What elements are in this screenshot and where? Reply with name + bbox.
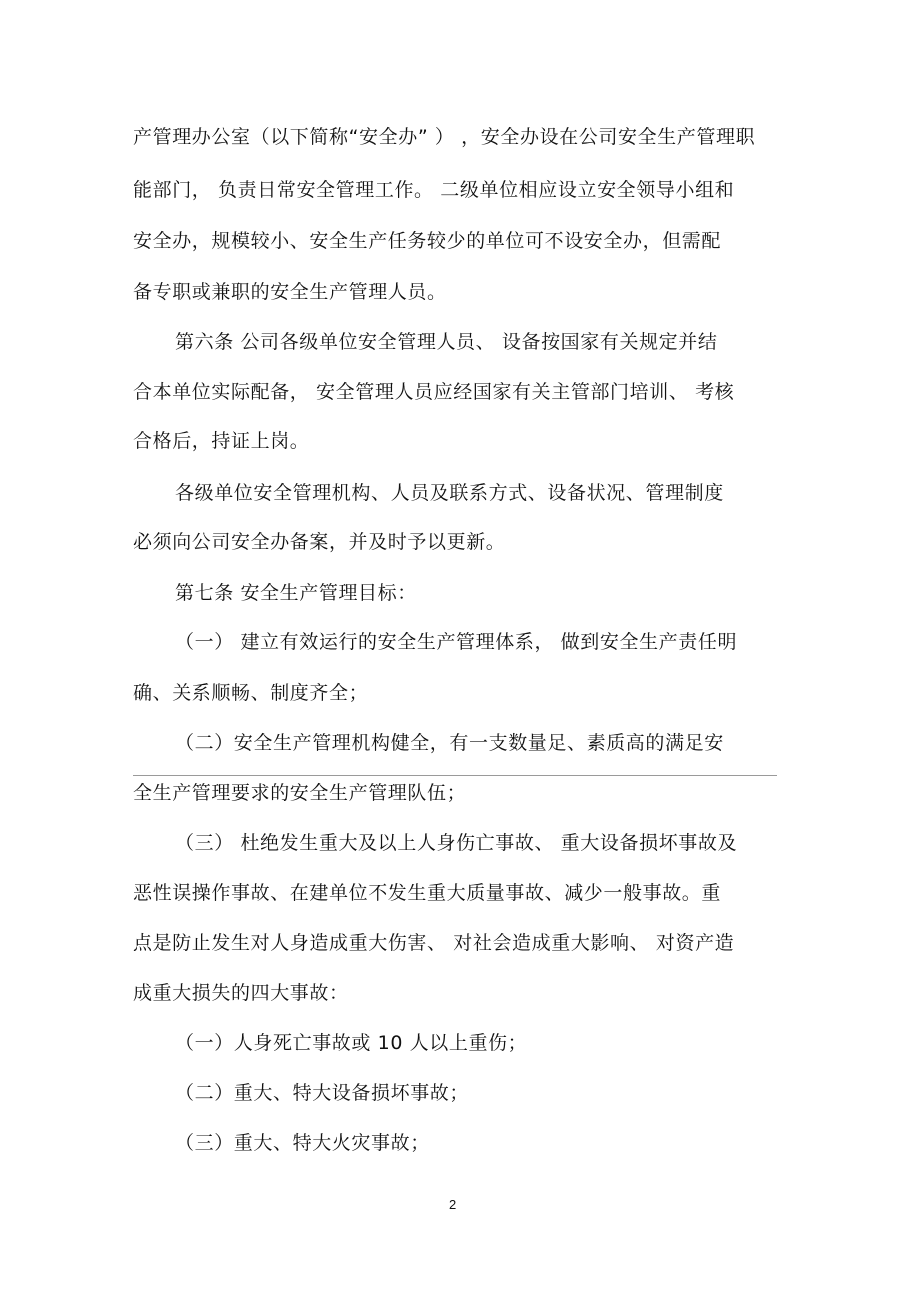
text-line: 各级单位安全管理机构、人员及联系方式、设备状况、管理制度 [175,482,724,504]
article-6-line: 第六条 公司各级单位安全管理人员、 设备按国家有关规定并结 [175,331,718,353]
article-7-line: 第七条 安全生产管理目标： [175,582,417,604]
divider-line [133,775,777,776]
goal-3-line: （三） 杜绝发生重大及以上人身伤亡事故、 重大设备损坏事故及 [175,832,738,854]
text-line: 点是防止发生对人身造成重大伤害、 对社会造成重大影响、 对资产造 [133,932,735,954]
text-line: 合格后，持证上岗。 [133,430,310,452]
goal-1-line: （一） 建立有效运行的安全生产管理体系， 做到安全生产责任明 [175,631,738,653]
text-line: 安全办，规模较小、安全生产任务较少的单位可不设安全办，但需配 [133,230,722,252]
text-line: 合本单位实际配备， 安全管理人员应经国家有关主管部门培训、 考核 [133,381,735,403]
text-line: 产管理办公室（以下简称“安全办” ） ，安全办设在公司安全生产管理职 [133,126,756,148]
text-line: 备专职或兼职的安全生产管理人员。 [133,281,447,303]
text-line: 能部门， 负责日常安全管理工作。 二级单位相应设立安全领导小组和 [133,179,735,201]
text-line: 恶性误操作事故、在建单位不发生重大质量事故、减少一般事故。重 [133,882,722,904]
accident-item-2: （二）重大、特大设备损坏事故； [175,1082,470,1104]
accident-item-3: （三）重大、特大火灾事故； [175,1132,430,1154]
page-number: 2 [449,1197,457,1212]
text-line: 成重大损失的四大事故： [133,982,349,1004]
text-line: 确、关系顺畅、制度齐全； [133,682,369,704]
text-line: 全生产管理要求的安全生产管理队伍； [133,782,467,804]
text-line: 必须向公司安全办备案，并及时予以更新。 [133,531,506,553]
accident-item-1: （一）人身死亡事故或 10 人以上重伤； [175,1032,528,1054]
goal-2-line: （二）安全生产管理机构健全，有一支数量足、素质高的满足安 [175,732,724,754]
